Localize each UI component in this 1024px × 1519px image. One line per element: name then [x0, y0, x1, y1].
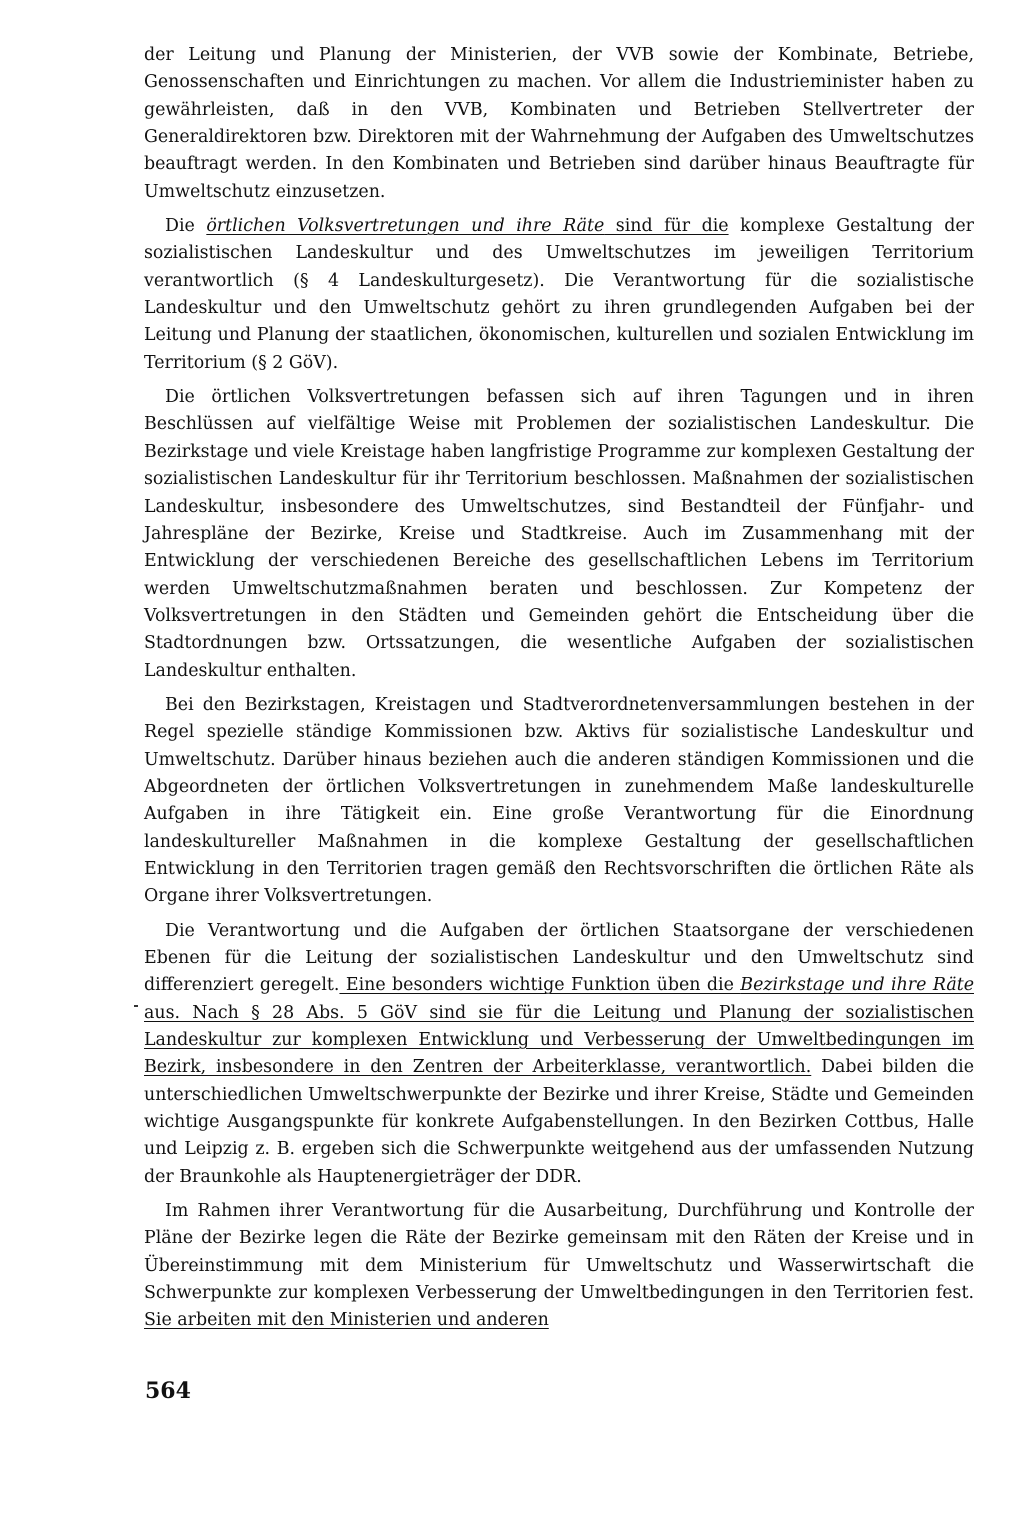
document-page: [144, 42, 974, 1342]
page-number: 564: [145, 1378, 191, 1404]
paragraph-3: Die örtlichen Volksvertretungen befassen sich auf ihren Tagungen und in ihren Beschlüssen auf vielfältige Weise mit Problemen der sozialistischen Landeskultur. Die Bezirkstage und viele Kreistage haben langfristige Programme zur komplexen Gestaltung der sozialistischen Landeskultur für ihr Territorium beschlossen. Maßnahmen der sozialistischen Landeskultur, insbesondere des Umweltschutzes, sind Bestandteil der Fünfjahr- und Jahrespläne der Bezirke, Kreise und Stadtkreise. Auch im Zusammenhang mit der Entwicklung der verschiedenen Bereiche des gesellschaftlichen Lebens im Territorium werden Umweltschutzmaßnahmen beraten und beschlossen. Zur Kompetenz der Volksvertretungen in den Städten und Gemeinden gehört die Entscheidung über die Stadtordnungen bzw. Ortssatzungen, die wesentliche Aufgaben der sozialistischen Landeskultur enthalten.: [144, 387, 974, 681]
paragraph-1: der Leitung und Planung der Ministerien, der VVB sowie der Kombinate, Betriebe, Genossenschaften und Einrichtungen zu machen. Vor allem die Industrieminister haben zu gewährleisten, daß in den VVB, Kombinaten und Betrieben Stellvertreter der Generaldirektoren bzw. Direktoren mit der Wahrnehmung der Aufgaben des Umweltschutzes beauftragt werden. In den Kombinaten und Betrieben sind darüber hinaus Beauftragte für Umweltschutz einzusetzen.: [144, 45, 974, 202]
paragraph-5-underlined-1: Eine besonders wichtige Funktion üben die: [339, 975, 741, 996]
margin-mark: [134, 1005, 138, 1007]
paragraph-5: [144, 918, 974, 1191]
paragraph-5-rest: Dabei bilden die unterschiedlichen Umweltschwerpunkte der Bezirke und ihrer Kreise, Städte und Gemeinden wichtige Ausgangspunkte für konkrete Aufgabenstellungen. In den Bezirken Cottbus, Halle und Leipzig z. B. ergeben sich die Schwerpunkte weitgehend aus der umfassenden Nutzung der Braunkohle als Hauptenergieträger der DDR.: [144, 1057, 974, 1187]
paragraph-2-emphasis: örtlichen Volksvertretungen und ihre Räte: [206, 216, 605, 237]
paragraph-6-underlined: Sie arbeiten mit den Ministerien und anderen: [144, 1310, 549, 1331]
paragraph-6-lead: Im Rahmen ihrer Verantwortung für die Ausarbeitung, Durchführung und Kontrolle der Pläne der Bezirke legen die Räte der Bezirke gemeinsam mit den Räten der Kreise und in Übereinstimmung mit dem Ministerium für Umweltschutz und Wasserwirtschaft die Schwerpunkte zur komplexen Verbesserung der Umweltbedingungen in den Territorien fest.: [144, 1201, 974, 1304]
paragraph-2-rest: komplexe Gestaltung der sozialistischen Landeskultur und des Umweltschutzes im jeweiligen Territorium verantwortlich (§ 4 Landeskulturgesetz). Die Verantwortung für die sozialistische Landeskultur und den Umweltschutz gehört zu ihren grundlegenden Aufgaben bei der Leitung und Planung der staatlichen, ökonomischen, kulturellen und sozialen Entwicklung im Territorium (§ 2 GöV).: [144, 216, 974, 373]
paragraph-6: [144, 1198, 974, 1335]
paragraph-2-underlined: sind für die: [604, 216, 729, 237]
paragraph-5-lead: Die Verantwortung und die Aufgaben der örtlichen Staatsorgane der verschiedenen Ebenen für die Leitung der sozialistischen Landeskultur und den Umweltschutz sind differenziert geregelt.: [144, 920, 974, 996]
paragraph-2-lead: Die: [165, 216, 207, 237]
paragraph-5-emphasis: Bezirkstage und ihre Räte: [740, 975, 974, 996]
paragraph-5-underlined-2: aus. Nach § 28 Abs. 5 GöV sind sie für die Leitung und Planung der sozialistischen Landeskultur zur komplexen Entwicklung und Verbesserung der Umweltbedingungen im Bezirk, insbesondere in den Zentren der Arbeiterklasse, verantwortlich.: [144, 1002, 974, 1078]
paragraph-4: Bei den Bezirkstagen, Kreistagen und Stadtverordnetenversammlungen bestehen in der Regel spezielle ständige Kommissionen bzw. Aktivs für sozialistische Landeskultur und Umweltschutz. Darüber hinaus beziehen auch die anderen ständigen Kommissionen und die Abgeordneten der örtlichen Volksvertretungen in zunehmendem Maße landeskulturelle Aufgaben in ihre Tätigkeit ein. Eine große Verantwortung für die Einordnung landeskultureller Maßnahmen in die komplexe Gestaltung der gesellschaftlichen Entwicklung in den Territorien tragen gemäß den Rechtsvorschriften die örtlichen Räte als Organe ihrer Volksvertretungen.: [144, 694, 974, 907]
paragraph-2: [144, 213, 974, 377]
